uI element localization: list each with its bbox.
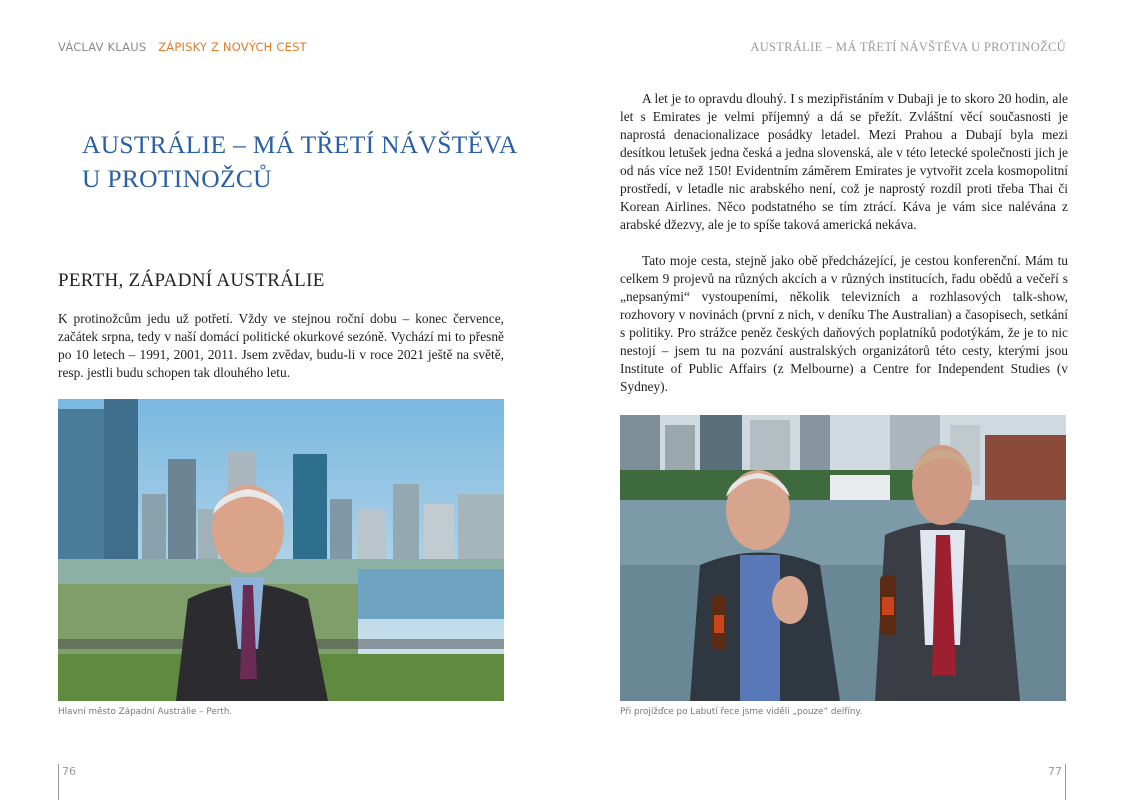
swan-river-photo <box>620 415 1066 701</box>
running-head-right: AUSTRÁLIE – MÁ TŘETÍ NÁVŠTĚVA U PROTINOŽCŮ <box>750 40 1066 54</box>
right-paragraph-1: A let je to opravdu dlouhý. I s mezipřistáním v Dubaji je to skoro 20 hodin, ale let s Emirates je velmi příjemný a dá se přežít. Zvláštní věcí současnosti je naprostá denacionalizace posádky letadel. Mezi Prahou a Dubají byla mezi desítkou letušek jedna česká a jedna slovenská, ale v této letecké společnosti jich je od nás více než 150! Evidentním záměrem Emirates je vytvořit zcela kosmopolitní prostředí, v letadle nic arabského není, což je naprostý rozdíl proti třeba Thai či Korean Airlines. Něco podstatného se tím ztrácí. Káva je vám sice nalévána z arabské džezvy, ale je to spíše taková americká nekáva. <box>620 91 1068 232</box>
perth-skyline-photo <box>58 399 504 701</box>
running-head-author: VÁCLAV KLAUS <box>58 40 147 54</box>
right-paragraph-2: Tato moje cesta, stejně jako obě předcházející, je cestou konferenční. Mám tu celkem 9 projevů na různých akcích a v různých institucích, řadu obědů a večeří s „nepsanými“ vystoupeními, několik televizních a rozhlasových talk-show, rozhovory v novinách (první z nich, v deníku The Australian) a časopisech, setkání s politiky. Pro strážce peněz českých daňových poplatníků podotýkám, že je to nic nestojí – jsem tu na pozvání australských organizátorů této cesty, kterými jsou Institute of Public Affairs (z Melbourne) a Centre for Independent Studies (v Sydney). <box>620 253 1068 394</box>
right-page-number: 77 <box>1048 765 1062 778</box>
right-page <box>562 0 1124 800</box>
right-folio-rule <box>1065 764 1066 800</box>
right-photo-caption: Při projížďce po Labutí řece jsme viděli „pouze“ delfíny. <box>620 707 863 717</box>
right-body-text <box>620 90 1068 396</box>
running-head-left <box>58 40 307 54</box>
left-photo-caption: Hlavní město Západní Austrálie – Perth. <box>58 707 233 717</box>
perth-skyline-illustration <box>58 399 504 701</box>
chapter-title: AUSTRÁLIE – MÁ TŘETÍ NÁVŠTĚVA U PROTINOŽCŮ <box>82 130 517 193</box>
running-head-book-title: ZÁPISKY Z NOVÝCH CEST <box>158 40 307 54</box>
section-title: PERTH, ZÁPADNÍ AUSTRÁLIE <box>58 270 325 291</box>
left-body-text <box>58 310 504 382</box>
swan-river-illustration <box>620 415 1066 701</box>
left-paragraph: K protinožcům jedu už potřetí. Vždy ve stejnou roční dobu – konec července, začátek srpna, tedy v naší domácí politické okurkové sezóně. Vychází mi to přesně po 10 letech – 1991, 2001, 2011. Jsem zvědav, budu-li v roce 2021 ještě na světě, resp. jestli budu schopen tak dlouhého letu. <box>58 311 504 380</box>
left-folio-rule <box>58 764 59 800</box>
left-page-number: 76 <box>62 765 76 778</box>
